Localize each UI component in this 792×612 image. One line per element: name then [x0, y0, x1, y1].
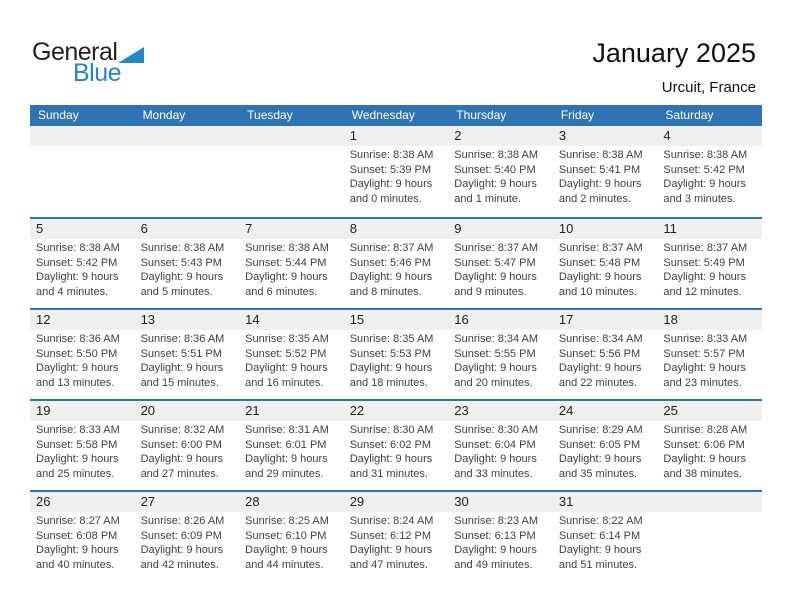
- daylight-line-cont: and 6 minutes.: [245, 285, 318, 298]
- day-details: [448, 241, 553, 299]
- sunset-line: Sunset: 5:58 PM: [36, 438, 118, 451]
- day-number-band: [344, 492, 449, 512]
- day-number: 12: [36, 312, 51, 327]
- day-cell-15: [344, 310, 449, 399]
- day-cell-10: [553, 219, 658, 308]
- daylight-line-cont: and 9 minutes.: [454, 285, 527, 298]
- sunrise-line: Sunrise: 8:28 AM: [663, 424, 748, 436]
- sunrise-line: Sunrise: 8:33 AM: [36, 424, 120, 436]
- day-details: [448, 423, 553, 481]
- day-number-band: [239, 219, 344, 239]
- daylight-line-cont: and 27 minutes.: [140, 467, 219, 480]
- day-details: [448, 514, 553, 572]
- day-details: [553, 514, 658, 572]
- day-number-band: [657, 126, 762, 146]
- sunrise-line: Sunrise: 8:33 AM: [663, 333, 748, 345]
- sunset-line: Sunset: 5:39 PM: [349, 163, 432, 176]
- day-details: [344, 332, 449, 390]
- daylight-line-cont: and 2 minutes.: [558, 192, 631, 205]
- sunrise-line: Sunrise: 8:38 AM: [663, 149, 748, 161]
- daylight-line-cont: and 0 minutes.: [349, 192, 422, 205]
- day-cell-19: [30, 401, 135, 490]
- day-details: [239, 423, 344, 481]
- day-cell-23: [448, 401, 553, 490]
- daylight-line-cont: and 44 minutes.: [245, 558, 324, 571]
- day-number: 24: [558, 403, 574, 418]
- daylight-line: Daylight: 9 hours: [245, 362, 328, 374]
- day-details: [30, 423, 135, 481]
- day-number: 20: [140, 403, 156, 418]
- day-number-band: [30, 492, 135, 512]
- daylight-line-cont: and 12 minutes.: [663, 285, 742, 298]
- day-details: [553, 148, 658, 206]
- day-number-band: [135, 401, 240, 421]
- sunrise-line: Sunrise: 8:35 AM: [245, 333, 329, 345]
- sunrise-line: Sunrise: 8:38 AM: [349, 149, 434, 161]
- daylight-line: Daylight: 9 hours: [349, 362, 433, 374]
- daylight-line-cont: and 49 minutes.: [454, 558, 533, 571]
- day-number: 1: [349, 128, 357, 143]
- daylight-line: Daylight: 9 hours: [36, 362, 119, 374]
- daylight-line-cont: and 42 minutes.: [140, 558, 219, 571]
- logo-blue-text: Blue: [73, 59, 122, 87]
- day-number: 9: [454, 221, 462, 236]
- day-number-band: [239, 126, 344, 146]
- day-cell-2: [448, 126, 553, 217]
- day-cell-5: [30, 219, 135, 308]
- sunrise-line: Sunrise: 8:37 AM: [349, 242, 434, 254]
- day-cell-1: [344, 126, 449, 217]
- day-number: 6: [140, 221, 148, 236]
- sunrise-line: Sunrise: 8:34 AM: [454, 333, 539, 345]
- daylight-line: Daylight: 9 hours: [558, 271, 642, 283]
- day-number-band: [553, 401, 658, 421]
- day-cell-4: [657, 126, 762, 217]
- daylight-line: Daylight: 9 hours: [140, 271, 224, 283]
- day-number-band: [30, 219, 135, 239]
- sunrise-line: Sunrise: 8:34 AM: [558, 333, 643, 345]
- location-subtitle: Urcuit, France: [661, 79, 756, 96]
- day-number-band: [344, 219, 449, 239]
- weekday-header-thursday: Thursday: [456, 108, 507, 122]
- day-number: 19: [36, 403, 51, 418]
- sunrise-line: Sunrise: 8:38 AM: [558, 149, 643, 161]
- day-number: 16: [454, 312, 469, 327]
- day-number-band: [30, 310, 135, 330]
- day-number-band: [553, 310, 658, 330]
- sunset-line: Sunset: 5:44 PM: [245, 256, 327, 269]
- day-number: 26: [36, 494, 51, 509]
- day-details: [135, 514, 240, 572]
- daylight-line-cont: and 51 minutes.: [558, 558, 638, 571]
- day-cell-17: [553, 310, 658, 399]
- calendar-body: [30, 126, 762, 581]
- day-details: [239, 332, 344, 390]
- day-cell-12: [30, 310, 135, 399]
- weekday-header-sunday: Sunday: [38, 108, 79, 122]
- calendar-table: [30, 105, 762, 581]
- day-number: 4: [663, 128, 671, 143]
- month-title: January 2025: [592, 38, 756, 68]
- day-details: [344, 423, 449, 481]
- day-number-band: [239, 492, 344, 512]
- day-number-band: [448, 401, 553, 421]
- daylight-line: Daylight: 9 hours: [349, 271, 433, 283]
- day-details: [657, 148, 762, 206]
- sunset-line: Sunset: 6:00 PM: [140, 438, 222, 451]
- empty-day-cell: [657, 492, 762, 581]
- day-number-band: [239, 401, 344, 421]
- daylight-line-cont: and 1 minute.: [454, 192, 521, 205]
- week-row-5: [30, 490, 762, 581]
- day-number-band: [135, 492, 240, 512]
- day-cell-25: [657, 401, 762, 490]
- week-row-2: [30, 217, 762, 308]
- daylight-line: Daylight: 9 hours: [454, 453, 537, 465]
- day-cell-3: [553, 126, 658, 217]
- day-number-band: [657, 310, 762, 330]
- day-details: [30, 241, 135, 299]
- day-cell-27: [135, 492, 240, 581]
- day-number-band: [135, 219, 240, 239]
- day-details: [239, 514, 344, 572]
- day-number: 28: [245, 494, 260, 509]
- daylight-line-cont: and 40 minutes.: [36, 558, 115, 571]
- daylight-line-cont: and 33 minutes.: [454, 467, 533, 480]
- day-details: [344, 148, 449, 206]
- daylight-line: Daylight: 9 hours: [36, 544, 119, 556]
- day-number-band: [657, 219, 762, 239]
- day-number: 22: [349, 403, 365, 418]
- daylight-line: Daylight: 9 hours: [349, 453, 433, 465]
- sunset-line: Sunset: 5:41 PM: [558, 163, 641, 176]
- sunset-line: Sunset: 6:13 PM: [454, 529, 536, 542]
- weekday-header-monday: Monday: [142, 108, 186, 122]
- day-number: 17: [558, 312, 574, 327]
- day-cell-28: [239, 492, 344, 581]
- empty-day-cell: [30, 126, 135, 217]
- daylight-line: Daylight: 9 hours: [245, 453, 328, 465]
- day-number-band: [344, 126, 449, 146]
- empty-day-cell: [239, 126, 344, 217]
- daylight-line-cont: and 18 minutes.: [349, 376, 428, 389]
- logo-triangle-icon: [118, 47, 144, 63]
- sunrise-line: Sunrise: 8:38 AM: [36, 242, 120, 254]
- sunrise-line: Sunrise: 8:32 AM: [140, 424, 225, 436]
- day-number: 3: [558, 128, 567, 143]
- daylight-line-cont: and 29 minutes.: [245, 467, 324, 480]
- day-number: 10: [558, 221, 574, 236]
- sunset-line: Sunset: 5:42 PM: [36, 256, 118, 269]
- sunrise-line: Sunrise: 8:38 AM: [140, 242, 225, 254]
- daylight-line: Daylight: 9 hours: [349, 544, 433, 556]
- day-number-band: [30, 126, 135, 146]
- sunset-line: Sunset: 5:40 PM: [454, 163, 536, 176]
- weekday-header-saturday: Saturday: [665, 108, 714, 122]
- sunrise-line: Sunrise: 8:38 AM: [245, 242, 329, 254]
- sunset-line: Sunset: 6:05 PM: [558, 438, 641, 451]
- daylight-line: Daylight: 9 hours: [454, 178, 537, 190]
- day-cell-21: [239, 401, 344, 490]
- day-details: [657, 332, 762, 390]
- day-number-band: [657, 492, 762, 512]
- day-details: [135, 423, 240, 481]
- day-number: 13: [140, 312, 156, 327]
- day-number: 7: [245, 221, 253, 236]
- daylight-line-cont: and 13 minutes.: [36, 376, 115, 389]
- day-number: 25: [663, 403, 678, 418]
- day-details: [344, 514, 449, 572]
- sunrise-line: Sunrise: 8:30 AM: [454, 424, 539, 436]
- day-number-band: [448, 492, 553, 512]
- daylight-line: Daylight: 9 hours: [36, 453, 119, 465]
- empty-day-cell: [135, 126, 240, 217]
- day-number-band: [448, 219, 553, 239]
- weekday-header-friday: Friday: [560, 108, 595, 122]
- sunrise-line: Sunrise: 8:26 AM: [140, 515, 225, 527]
- sunset-line: Sunset: 5:43 PM: [140, 256, 222, 269]
- day-number: 21: [245, 403, 260, 418]
- daylight-line: Daylight: 9 hours: [140, 544, 224, 556]
- general-blue-logo: [32, 38, 144, 88]
- day-number: 15: [349, 312, 365, 327]
- day-number: 8: [349, 221, 357, 236]
- sunset-line: Sunset: 6:02 PM: [349, 438, 432, 451]
- day-details: [448, 148, 553, 206]
- day-cell-31: [553, 492, 658, 581]
- daylight-line-cont: and 8 minutes.: [349, 285, 422, 298]
- sunrise-line: Sunrise: 8:35 AM: [349, 333, 434, 345]
- sunrise-line: Sunrise: 8:25 AM: [245, 515, 329, 527]
- sunset-line: Sunset: 6:09 PM: [140, 529, 222, 542]
- day-number-band: [344, 310, 449, 330]
- sunset-line: Sunset: 5:55 PM: [454, 347, 536, 360]
- daylight-line-cont: and 5 minutes.: [140, 285, 213, 298]
- sunrise-line: Sunrise: 8:27 AM: [36, 515, 120, 527]
- day-cell-11: [657, 219, 762, 308]
- daylight-line: Daylight: 9 hours: [663, 178, 746, 190]
- day-number: 31: [558, 494, 574, 509]
- day-details: [553, 332, 658, 390]
- title-block: [592, 38, 756, 96]
- day-cell-8: [344, 219, 449, 308]
- daylight-line-cont: and 15 minutes.: [140, 376, 219, 389]
- daylight-line-cont: and 35 minutes.: [558, 467, 638, 480]
- week-row-1: [30, 126, 762, 217]
- day-cell-18: [657, 310, 762, 399]
- day-number: 14: [245, 312, 260, 327]
- daylight-line: Daylight: 9 hours: [349, 178, 433, 190]
- daylight-line: Daylight: 9 hours: [245, 271, 328, 283]
- sunrise-line: Sunrise: 8:29 AM: [558, 424, 643, 436]
- sunrise-line: Sunrise: 8:30 AM: [349, 424, 434, 436]
- daylight-line: Daylight: 9 hours: [140, 362, 224, 374]
- sunset-line: Sunset: 5:51 PM: [140, 347, 222, 360]
- sunrise-line: Sunrise: 8:31 AM: [245, 424, 329, 436]
- sunrise-line: Sunrise: 8:24 AM: [349, 515, 434, 527]
- daylight-line-cont: and 4 minutes.: [36, 285, 109, 298]
- daylight-line: Daylight: 9 hours: [663, 271, 746, 283]
- day-cell-30: [448, 492, 553, 581]
- day-cell-7: [239, 219, 344, 308]
- sunrise-line: Sunrise: 8:36 AM: [140, 333, 225, 345]
- day-number: 18: [663, 312, 678, 327]
- sunset-line: Sunset: 6:14 PM: [558, 529, 641, 542]
- day-number: 11: [663, 221, 677, 236]
- week-row-4: [30, 399, 762, 490]
- daylight-line-cont: and 10 minutes.: [558, 285, 638, 298]
- day-number: 2: [454, 128, 462, 143]
- sunrise-line: Sunrise: 8:37 AM: [558, 242, 643, 254]
- daylight-line: Daylight: 9 hours: [454, 271, 537, 283]
- daylight-line: Daylight: 9 hours: [663, 453, 746, 465]
- day-number-band: [448, 126, 553, 146]
- day-number-band: [553, 219, 658, 239]
- sunset-line: Sunset: 5:56 PM: [558, 347, 641, 360]
- sunset-line: Sunset: 5:48 PM: [558, 256, 641, 269]
- daylight-line-cont: and 23 minutes.: [663, 376, 742, 389]
- daylight-line-cont: and 22 minutes.: [558, 376, 638, 389]
- sunrise-line: Sunrise: 8:38 AM: [454, 149, 539, 161]
- day-number-band: [448, 310, 553, 330]
- logo-general-text: General: [32, 38, 118, 66]
- day-details: [135, 241, 240, 299]
- daylight-line: Daylight: 9 hours: [663, 362, 746, 374]
- day-details: [448, 332, 553, 390]
- sunset-line: Sunset: 5:46 PM: [349, 256, 432, 269]
- day-cell-9: [448, 219, 553, 308]
- daylight-line: Daylight: 9 hours: [454, 544, 537, 556]
- daylight-line: Daylight: 9 hours: [558, 544, 642, 556]
- sunrise-line: Sunrise: 8:22 AM: [558, 515, 643, 527]
- daylight-line-cont: and 20 minutes.: [454, 376, 533, 389]
- sunset-line: Sunset: 6:04 PM: [454, 438, 536, 451]
- daylight-line: Daylight: 9 hours: [558, 362, 642, 374]
- weekday-header-row: [30, 105, 762, 126]
- day-cell-26: [30, 492, 135, 581]
- day-number: 29: [349, 494, 365, 509]
- sunset-line: Sunset: 6:08 PM: [36, 529, 118, 542]
- daylight-line-cont: and 38 minutes.: [663, 467, 742, 480]
- sunrise-line: Sunrise: 8:36 AM: [36, 333, 120, 345]
- day-number-band: [239, 310, 344, 330]
- sunrise-line: Sunrise: 8:37 AM: [663, 242, 748, 254]
- day-number-band: [135, 310, 240, 330]
- week-row-3: [30, 308, 762, 399]
- day-cell-13: [135, 310, 240, 399]
- day-number-band: [657, 401, 762, 421]
- sunset-line: Sunset: 5:47 PM: [454, 256, 536, 269]
- day-number: 23: [454, 403, 469, 418]
- daylight-line: Daylight: 9 hours: [140, 453, 224, 465]
- day-details: [135, 332, 240, 390]
- weekday-header-tuesday: Tuesday: [247, 108, 293, 122]
- sunset-line: Sunset: 5:57 PM: [663, 347, 745, 360]
- daylight-line-cont: and 47 minutes.: [349, 558, 428, 571]
- sunset-line: Sunset: 5:42 PM: [663, 163, 745, 176]
- daylight-line-cont: and 3 minutes.: [663, 192, 736, 205]
- sunset-line: Sunset: 5:49 PM: [663, 256, 745, 269]
- daylight-line: Daylight: 9 hours: [245, 544, 328, 556]
- day-cell-22: [344, 401, 449, 490]
- sunset-line: Sunset: 5:50 PM: [36, 347, 118, 360]
- day-number: 30: [454, 494, 469, 509]
- day-details: [553, 423, 658, 481]
- day-cell-14: [239, 310, 344, 399]
- day-number-band: [553, 492, 658, 512]
- sunrise-line: Sunrise: 8:23 AM: [454, 515, 539, 527]
- sunset-line: Sunset: 6:01 PM: [245, 438, 327, 451]
- sunset-line: Sunset: 6:12 PM: [349, 529, 432, 542]
- daylight-line-cont: and 16 minutes.: [245, 376, 324, 389]
- day-cell-24: [553, 401, 658, 490]
- weekday-header-wednesday: Wednesday: [351, 108, 415, 122]
- sunset-line: Sunset: 6:06 PM: [663, 438, 745, 451]
- day-cell-20: [135, 401, 240, 490]
- day-number-band: [344, 401, 449, 421]
- day-details: [344, 241, 449, 299]
- daylight-line-cont: and 31 minutes.: [349, 467, 428, 480]
- sunset-line: Sunset: 5:52 PM: [245, 347, 327, 360]
- day-cell-16: [448, 310, 553, 399]
- day-details: [657, 241, 762, 299]
- day-number: 5: [36, 221, 44, 236]
- daylight-line: Daylight: 9 hours: [558, 178, 642, 190]
- day-details: [553, 241, 658, 299]
- day-number: 27: [140, 494, 156, 509]
- daylight-line: Daylight: 9 hours: [558, 453, 642, 465]
- day-cell-6: [135, 219, 240, 308]
- daylight-line-cont: and 25 minutes.: [36, 467, 115, 480]
- sunset-line: Sunset: 5:53 PM: [349, 347, 432, 360]
- day-details: [657, 423, 762, 481]
- day-details: [30, 514, 135, 572]
- day-number-band: [135, 126, 240, 146]
- day-number-band: [30, 401, 135, 421]
- daylight-line: Daylight: 9 hours: [36, 271, 119, 283]
- day-cell-29: [344, 492, 449, 581]
- day-details: [30, 332, 135, 390]
- daylight-line: Daylight: 9 hours: [454, 362, 537, 374]
- day-details: [239, 241, 344, 299]
- sunset-line: Sunset: 6:10 PM: [245, 529, 327, 542]
- sunrise-line: Sunrise: 8:37 AM: [454, 242, 539, 254]
- day-number-band: [553, 126, 658, 146]
